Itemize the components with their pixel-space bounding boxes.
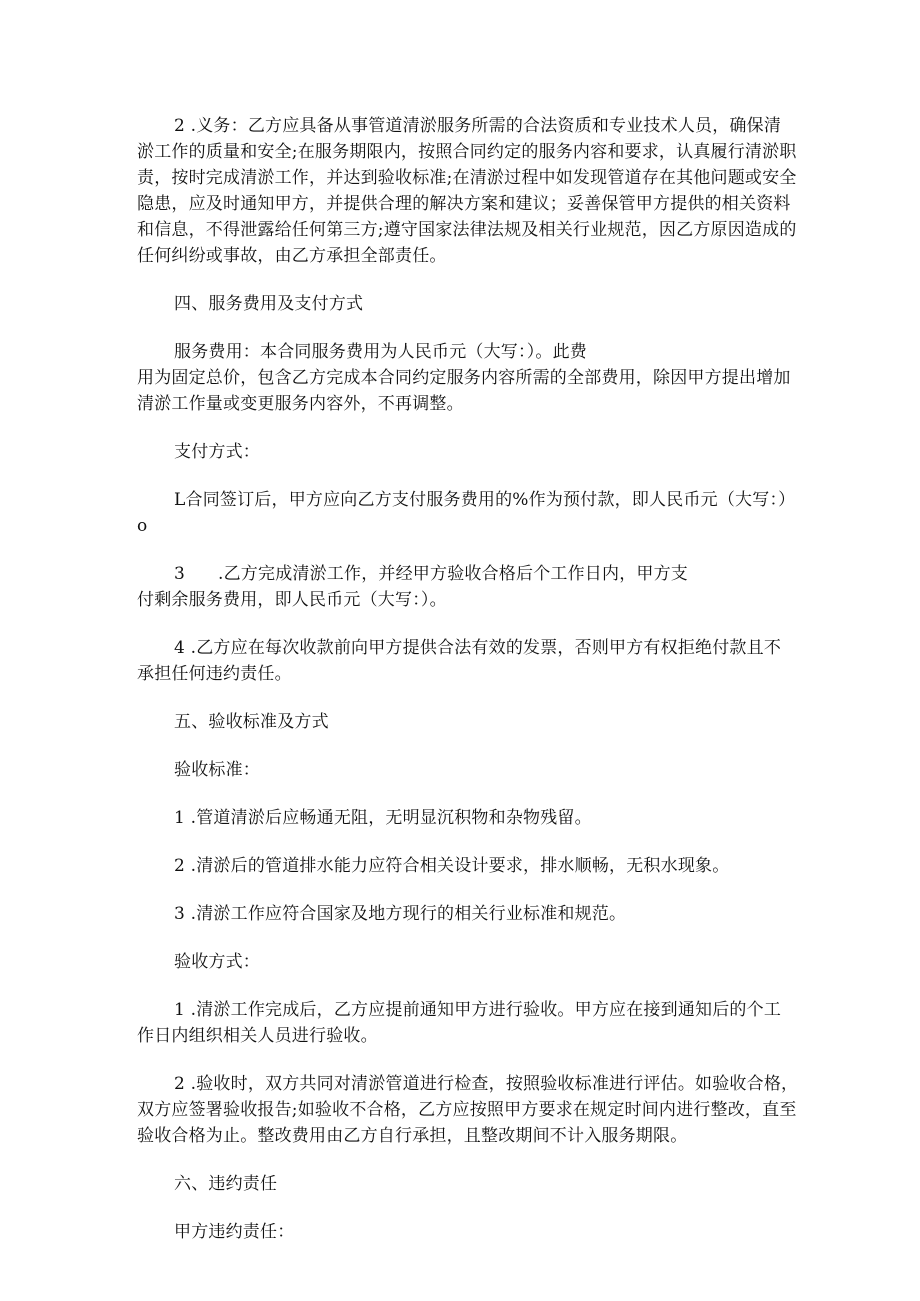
payment-item-3-line-1: .乙方完成清淤工作，并经甲方验收合格后个工作日内，甲方支 xyxy=(218,564,689,584)
obligations-line-2: 淤工作的质量和安全;在服务期限内，按照合同约定的服务内容和要求，认真履行清淤职 xyxy=(137,142,797,162)
obligations-line-4: 隐患，应及时通知甲方，并提供合理的解决方案和建议；妥善保管甲方提供的相关资料 xyxy=(137,194,791,214)
method-item-2-line-3: 验收合格为止。整改费用由乙方自行承担，且整改期间不计入服务期限。 xyxy=(137,1126,688,1146)
standard-item-1: 1 .管道清淤后应畅通无阻，无明显沉积物和杂物残留。 xyxy=(174,808,592,828)
payment-item-3-number: 3 xyxy=(174,564,186,584)
payment-item-3-line-2: 付剩余服务费用，即人民币元（大写：）。 xyxy=(137,590,447,610)
fee-line-2: 用为固定总价，包含乙方完成本合同约定服务内容所需的全部费用，除因甲方提出增加 xyxy=(137,368,791,388)
payment-item-4-line-2: 承担任何违约责任。 xyxy=(137,664,292,684)
method-item-2-line-2: 双方应签署验收报告;如验收不合格，乙方应按照甲方要求在规定时间内进行整改，直至 xyxy=(137,1100,797,1120)
obligations-line-6: 任何纠纷或事故，由乙方承担全部责任。 xyxy=(137,246,447,266)
acceptance-method-heading: 验收方式： xyxy=(174,952,260,972)
payment-method-heading: 支付方式： xyxy=(174,442,260,462)
standard-item-2: 2 .清淤后的管道排水能力应符合相关设计要求，排水顺畅，无积水现象。 xyxy=(174,856,730,876)
obligations-line-3: 责，按时完成清淤工作，并达到验收标准;在清淤过程中如发现管道存在其他问题或安全 xyxy=(137,168,797,188)
method-item-1-line-1: 1 .清淤工作完成后，乙方应提前通知甲方进行验收。甲方应在接到通知后的个工 xyxy=(174,1000,782,1020)
method-item-1-line-2: 作日内组织相关人员进行验收。 xyxy=(137,1026,378,1046)
method-item-2-line-1: 2 .验收时，双方共同对清淤管道进行检查，按照验收标准进行评估。如验收合格， xyxy=(174,1074,799,1094)
payment-item-4-line-1: 4 .乙方应在每次收款前向甲方提供合法有效的发票，否则甲方有权拒绝付款且不 xyxy=(174,638,782,658)
obligations-line-5: 和信息，不得泄露给任何第三方;遵守国家法律法规及相关行业规范，因乙方原因造成的 xyxy=(137,220,797,240)
standard-item-3: 3 .清淤工作应符合国家及地方现行的相关行业标准和规范。 xyxy=(174,904,627,924)
payment-item-1-line-2: o xyxy=(137,516,148,536)
acceptance-standards-heading: 验收标准： xyxy=(174,760,260,780)
section-5-heading: 五、验收标准及方式 xyxy=(174,712,329,732)
obligations-line-1: 2 .义务：乙方应具备从事管道清淤服务所需的合法资质和专业技术人员，确保清 xyxy=(174,116,782,136)
payment-item-1-line-1: L合同签订后，甲方应向乙方支付服务费用的%作为预付款，即人民币元（大写：） xyxy=(174,490,796,510)
section-4-heading: 四、服务费用及支付方式 xyxy=(174,294,364,314)
fee-line-3: 清淤工作量或变更服务内容外，不再调整。 xyxy=(137,394,464,414)
fee-line-1: 服务费用：本合同服务费用为人民币元（大写：）。此费 xyxy=(174,342,587,362)
section-6-heading: 六、违约责任 xyxy=(174,1174,278,1194)
party-a-breach-heading: 甲方违约责任： xyxy=(174,1222,295,1242)
